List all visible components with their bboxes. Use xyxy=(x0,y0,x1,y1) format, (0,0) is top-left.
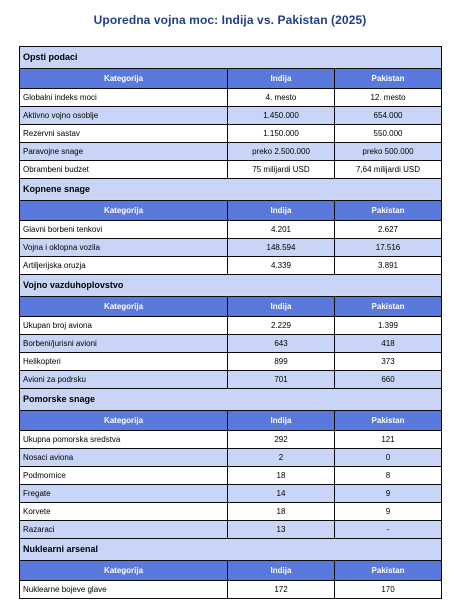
pakistan-value: 17.516 xyxy=(335,239,442,257)
column-header-row xyxy=(20,201,442,221)
india-value: 18 xyxy=(228,503,335,521)
column-header: Kategorija xyxy=(20,411,228,431)
column-header: Indija xyxy=(228,297,335,317)
page-title: Uporedna vojna moc: Indija vs. Pakistan (2025) xyxy=(93,13,367,27)
row-label: Podmornice xyxy=(20,467,228,485)
pakistan-value: preko 500.000 xyxy=(335,143,442,161)
section-header-row xyxy=(20,275,442,297)
india-value: 899 xyxy=(228,353,335,371)
column-header-row xyxy=(20,561,442,581)
column-header: Kategorija xyxy=(20,201,228,221)
row-label: Borbeni/jurisni avioni xyxy=(20,335,228,353)
pakistan-value: 660 xyxy=(335,371,442,389)
table-row xyxy=(20,257,442,275)
pakistan-value: 1.399 xyxy=(335,317,442,335)
row-label: Razaraci xyxy=(20,521,228,539)
table-row xyxy=(20,485,442,503)
column-header: Kategorija xyxy=(20,297,228,317)
row-label: Obrambeni budzet xyxy=(20,161,228,179)
india-value: 292 xyxy=(228,431,335,449)
pakistan-value: 8 xyxy=(335,467,442,485)
row-label: Glavni borbeni tenkovi xyxy=(20,221,228,239)
table-row xyxy=(20,335,442,353)
pakistan-value: 550.000 xyxy=(335,125,442,143)
pakistan-value: 121 xyxy=(335,431,442,449)
column-header-row xyxy=(20,69,442,89)
table-row xyxy=(20,239,442,257)
pakistan-value: 654.000 xyxy=(335,107,442,125)
pakistan-value: 373 xyxy=(335,353,442,371)
pakistan-value: 12. mesto xyxy=(335,89,442,107)
table-row xyxy=(20,449,442,467)
column-header: Indija xyxy=(228,201,335,221)
row-label: Vojna i oklopna vozila xyxy=(20,239,228,257)
column-header: Indija xyxy=(228,561,335,581)
column-header: Indija xyxy=(228,411,335,431)
row-label: Aktivno vojno osoblje xyxy=(20,107,228,125)
table-row xyxy=(20,221,442,239)
column-header: Pakistan xyxy=(335,201,442,221)
section-header-row xyxy=(20,389,442,411)
column-header: Pakistan xyxy=(335,561,442,581)
india-value: 13 xyxy=(228,521,335,539)
row-label: Nosaci aviona xyxy=(20,449,228,467)
india-value: preko 2.500.000 xyxy=(228,143,335,161)
column-header-row xyxy=(20,297,442,317)
table-row xyxy=(20,317,442,335)
india-value: 2.229 xyxy=(228,317,335,335)
table-row xyxy=(20,161,442,179)
section-title: Opsti podaci xyxy=(20,47,442,69)
table-row xyxy=(20,503,442,521)
row-label: Fregate xyxy=(20,485,228,503)
column-header: Kategorija xyxy=(20,69,228,89)
column-header: Pakistan xyxy=(335,69,442,89)
table-row xyxy=(20,521,442,539)
column-header: Kategorija xyxy=(20,561,228,581)
india-value: 4.339 xyxy=(228,257,335,275)
row-label: Rezervni sastav xyxy=(20,125,228,143)
row-label: Globalni indeks moci xyxy=(20,89,228,107)
table-row xyxy=(20,143,442,161)
column-header: Pakistan xyxy=(335,411,442,431)
column-header: Indija xyxy=(228,69,335,89)
section-title: Kopnene snage xyxy=(20,179,442,201)
india-value: 75 milijardi USD xyxy=(228,161,335,179)
row-label: Nuklearne bojeve glave xyxy=(20,581,228,599)
pakistan-value: - xyxy=(335,521,442,539)
table-row xyxy=(20,431,442,449)
table-row xyxy=(20,371,442,389)
row-label: Ukupna pomorska sredstva xyxy=(20,431,228,449)
india-value: 4.201 xyxy=(228,221,335,239)
table-row xyxy=(20,125,442,143)
pakistan-value: 2.627 xyxy=(335,221,442,239)
india-value: 643 xyxy=(228,335,335,353)
table-row xyxy=(20,353,442,371)
row-label: Paravojne snage xyxy=(20,143,228,161)
india-value: 1.150.000 xyxy=(228,125,335,143)
section-title: Vojno vazduhoplovstvo xyxy=(20,275,442,297)
row-label: Korvete xyxy=(20,503,228,521)
india-value: 148.594 xyxy=(228,239,335,257)
india-value: 4. mesto xyxy=(228,89,335,107)
comparison-table xyxy=(19,46,442,599)
pakistan-value: 418 xyxy=(335,335,442,353)
row-label: Artiljerijska oruzja xyxy=(20,257,228,275)
table-row xyxy=(20,581,442,599)
section-header-row xyxy=(20,179,442,201)
row-label: Avioni za podrsku xyxy=(20,371,228,389)
pakistan-value: 9 xyxy=(335,485,442,503)
column-header-row xyxy=(20,411,442,431)
pakistan-value: 9 xyxy=(335,503,442,521)
india-value: 2 xyxy=(228,449,335,467)
india-value: 701 xyxy=(228,371,335,389)
india-value: 18 xyxy=(228,467,335,485)
column-header: Pakistan xyxy=(335,297,442,317)
pakistan-value: 170 xyxy=(335,581,442,599)
section-header-row xyxy=(20,539,442,561)
section-title: Nuklearni arsenal xyxy=(20,539,442,561)
india-value: 1.450.000 xyxy=(228,107,335,125)
section-header-row xyxy=(20,47,442,69)
table-row xyxy=(20,467,442,485)
pakistan-value: 3.891 xyxy=(335,257,442,275)
table-row xyxy=(20,107,442,125)
pakistan-value: 7,64 milijardi USD xyxy=(335,161,442,179)
pakistan-value: 0 xyxy=(335,449,442,467)
row-label: Helikopteri xyxy=(20,353,228,371)
table-row xyxy=(20,89,442,107)
india-value: 14 xyxy=(228,485,335,503)
india-value: 172 xyxy=(228,581,335,599)
section-title: Pomorske snage xyxy=(20,389,442,411)
row-label: Ukupan broj aviona xyxy=(20,317,228,335)
